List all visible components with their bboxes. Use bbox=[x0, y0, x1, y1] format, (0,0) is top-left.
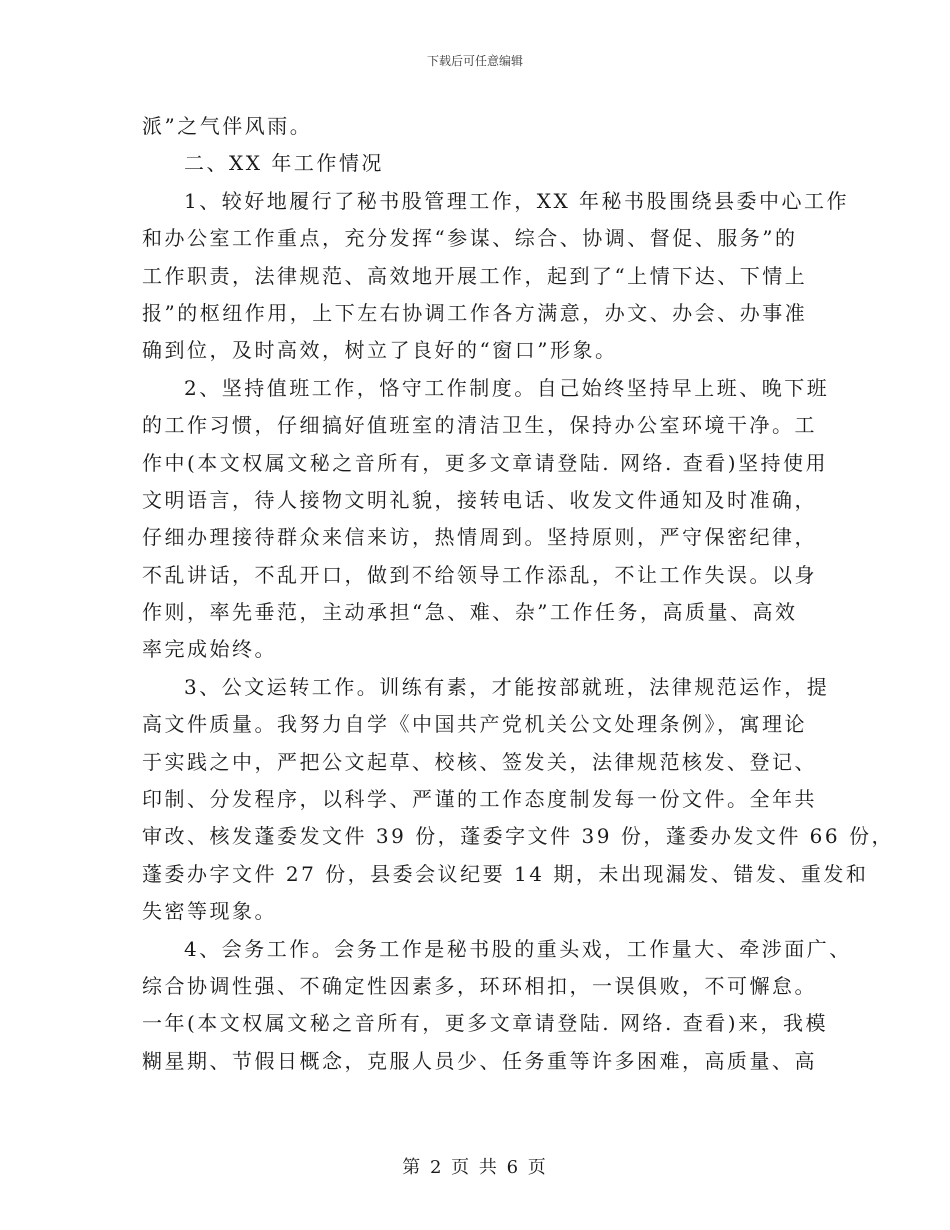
paragraph-4-line: 糊星期、节假日概念，克服人员少、任务重等许多困难，高质量、高 bbox=[142, 1048, 817, 1073]
paragraph-2-line: 率完成始终。 bbox=[142, 637, 277, 662]
paragraph-1-line: 确到位，及时高效，树立了良好的“窗口”形象。 bbox=[142, 338, 618, 363]
paragraph-2-line: 不乱讲话，不乱开口，做到不给领导工作添乱，不让工作失误。以身 bbox=[142, 562, 817, 587]
section-heading: 二、XX 年工作情况 bbox=[184, 151, 384, 176]
page-number-footer: 第 2 页 共 6 页 bbox=[402, 1157, 548, 1178]
paragraph-3-line: 于实践之中，严把公文起草、校核、签发关，法律规范核发、登记、 bbox=[142, 749, 817, 774]
paragraph-3-line: 印制、分发程序，以科学、严谨的工作态度制发每一份文件。全年共 bbox=[142, 787, 817, 812]
paragraph-2-line: 2、坚持值班工作，恪守工作制度。自己始终坚持早上班、晚下班 bbox=[184, 375, 830, 400]
paragraph-2-line: 作中(本文权属文秘之音所有，更多文章请登陆. 网络. 查看)坚持使用 bbox=[142, 450, 829, 475]
paragraph-1-line: 工作职责，法律规范、高效地开展工作，起到了“上情下达、下情上 bbox=[142, 263, 808, 288]
paragraph-1-line: 1、较好地履行了秘书股管理工作，XX 年秘书股围绕县委中心工作 bbox=[184, 188, 850, 213]
paragraph-2-line: 作则，率先垂范，主动承担“急、难、杂”工作任务，高质量、高效 bbox=[142, 600, 798, 625]
paragraph-2-line: 仔细办理接待群众来信来访，热情周到。坚持原则，严守保密纪律， bbox=[142, 525, 817, 550]
paragraph-3-line: 审改、核发蓬委发文件 39 份，蓬委字文件 39 份，蓬委办发文件 66 份， bbox=[142, 824, 894, 849]
paragraph-3-line: 3、公文运转工作。训练有素，才能按部就班，法律规范运作，提 bbox=[184, 674, 830, 699]
paragraph-1-line: 报”的枢纽作用，上下左右协调工作各方满意，办文、办会、办事准 bbox=[142, 300, 808, 325]
paragraph-2-line: 文明语言，待人接物文明礼貌，接转电话、收发文件通知及时准确， bbox=[142, 487, 817, 512]
paragraph-4-line: 一年(本文权属文秘之音所有，更多文章请登陆. 网络. 查看)来，我模 bbox=[142, 1011, 829, 1036]
paragraph-3-line: 失密等现象。 bbox=[142, 899, 277, 924]
paragraph-3-line: 蓬委办字文件 27 份，县委会议纪要 14 期，未出现漏发、错发、重发和 bbox=[142, 861, 869, 886]
paragraph-4-line: 综合协调性强、不确定性因素多，环环相扣，一误俱败，不可懈怠。 bbox=[142, 973, 817, 998]
document-body bbox=[142, 108, 894, 1080]
text-line: 派”之气伴风雨。 bbox=[142, 114, 313, 138]
paragraph-3-line: 高文件质量。我努力自学《中国共产党机关公文处理条例》，寓理论 bbox=[142, 712, 807, 737]
paragraph-1-line: 和办公室工作重点，充分发挥“参谋、综合、协调、督促、服务”的 bbox=[142, 226, 798, 251]
paragraph-4-line: 4、会务工作。会务工作是秘书股的重头戏，工作量大、牵涉面广、 bbox=[184, 936, 852, 961]
page-header: 下载后可任意编辑 bbox=[426, 54, 523, 68]
paragraph-2-line: 的工作习惯，仔细搞好值班室的清洁卫生，保持办公室环境干净。工 bbox=[142, 413, 817, 438]
